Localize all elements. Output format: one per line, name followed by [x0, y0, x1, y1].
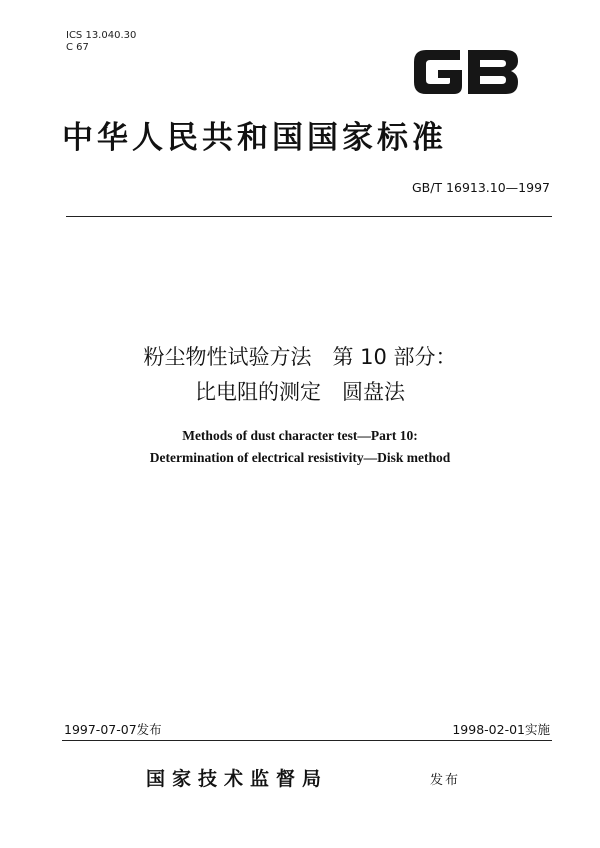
standard-number: GB/T 16913.10—1997: [411, 180, 550, 195]
publish-label: 发布: [430, 773, 461, 788]
gb-logo-icon: [410, 44, 522, 100]
footer-divider: [62, 740, 552, 741]
classification-codes: [66, 30, 136, 54]
title-zh-line1: 粉尘物性试验方法 第 10 部分：: [143, 345, 457, 369]
organization-title: 中华人民共和国国家标准: [62, 120, 447, 156]
title-en-line1: Methods of dust character test—Part 10:: [182, 428, 418, 443]
issuing-authority: 国家技术监督局: [146, 768, 329, 790]
title-zh-line2: 比电阻的测定 圆盘法: [195, 380, 405, 404]
issue-date: 1997-07-07发布: [64, 722, 162, 737]
ccs-code: C 67: [66, 42, 89, 53]
header-divider: [66, 216, 552, 217]
implementation-date: 1998-02-01实施: [452, 722, 550, 737]
ics-code: ICS 13.040.30: [66, 30, 137, 41]
title-en-line2: Determination of electrical resistivity—Disk method: [149, 450, 451, 465]
